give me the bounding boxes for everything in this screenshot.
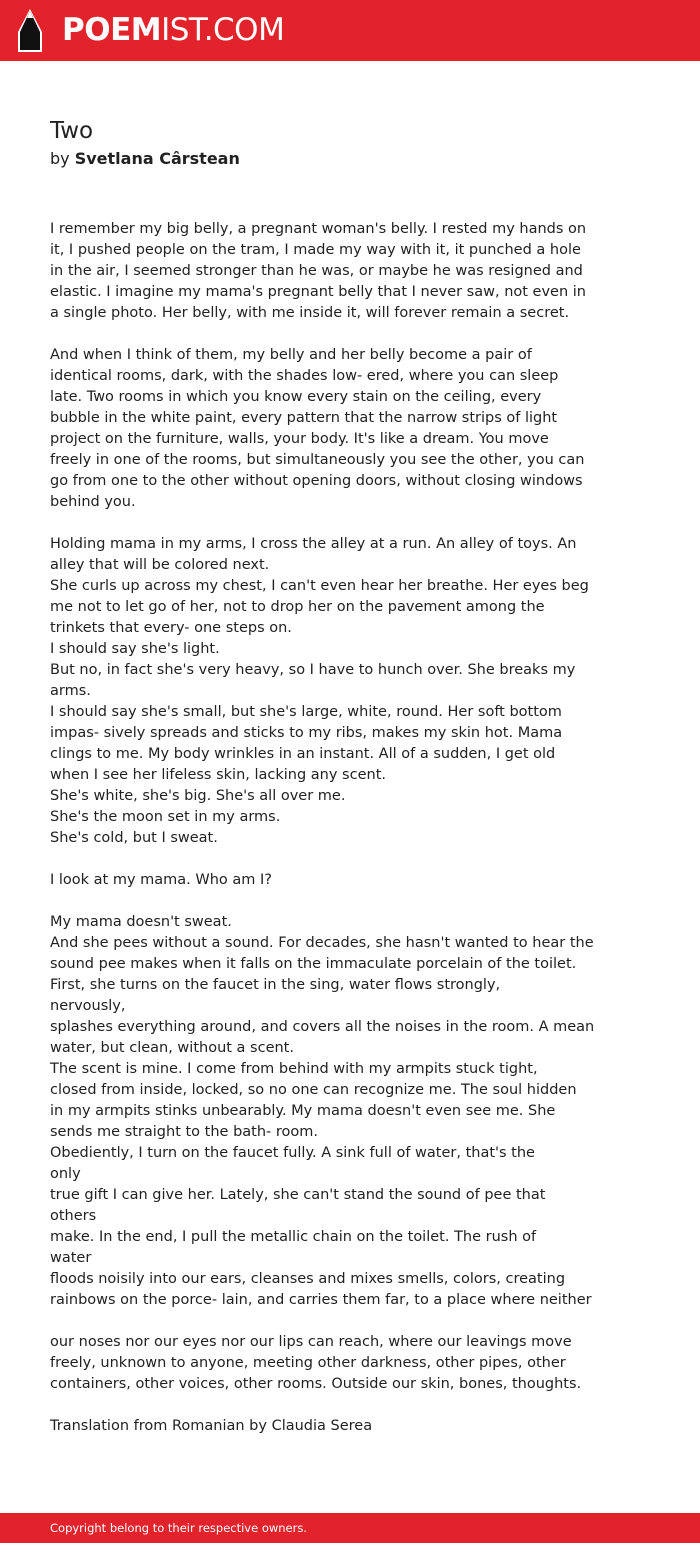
poem-line: First, she turns on the faucet in the sing, water flows strongly, xyxy=(50,977,501,993)
poem-stanza xyxy=(50,534,589,849)
poem-line: But no, in fact she's very heavy, so I have to hunch over. She breaks my xyxy=(50,662,576,678)
poem-line: make. In the end, I pull the metallic chain on the toilet. The rush of xyxy=(50,1229,537,1245)
poem-line: The scent is mine. I come from behind with my armpits stuck tight, xyxy=(50,1061,538,1077)
poem-line: our noses nor our eyes nor our lips can reach, where our leavings move xyxy=(50,1334,572,1350)
poem-line: in the air, I seemed stronger than he was, or maybe he was resigned and xyxy=(50,263,583,279)
poem-line: floods noisily into our ears, cleanses and mixes smells, colors, creating xyxy=(50,1271,566,1287)
poem-line: when I see her lifeless skin, lacking any scent. xyxy=(50,767,386,783)
poem-line: And she pees without a sound. For decades, she hasn't wanted to hear the xyxy=(50,935,594,951)
poem-line: I remember my big belly, a pregnant woman's belly. I rested my hands on xyxy=(50,221,587,237)
poem-line: She curls up across my chest, I can't even hear her breathe. Her eyes beg xyxy=(50,578,589,594)
poem-stanza xyxy=(50,1416,570,1437)
poem-stanza xyxy=(50,870,570,891)
poem-line: Translation from Romanian by Claudia Serea xyxy=(50,1418,373,1434)
byline xyxy=(50,148,240,170)
poem-line: me not to let go of her, not to drop her on the pavement among the xyxy=(50,599,545,615)
poem-stanza xyxy=(50,345,585,513)
poem-line: I should say she's light. xyxy=(50,641,220,657)
poem-stanza xyxy=(50,1332,582,1395)
poem-line: behind you. xyxy=(50,494,136,510)
poem-line: And when I think of them, my belly and her belly become a pair of xyxy=(50,347,532,363)
poem-line: alley that will be colored next. xyxy=(50,557,270,573)
poem-line: I should say she's small, but she's large, white, round. Her soft bottom xyxy=(50,704,562,720)
poem-line: Obediently, I turn on the faucet fully. A sink full of water, that's the xyxy=(50,1145,535,1161)
logo-text-light: IST.COM xyxy=(161,12,285,48)
poem-line: it, I pushed people on the tram, I made my way with it, it punched a hole xyxy=(50,242,581,258)
poem-line: a single photo. Her belly, with me inside it, will forever remain a secret. xyxy=(50,305,570,321)
poem-line: closed from inside, locked, so no one can recognize me. The soul hidden xyxy=(50,1082,577,1098)
poem-line: true gift I can give her. Lately, she can't stand the sound of pee that xyxy=(50,1187,546,1203)
poem-line: in my armpits stinks unbearably. My mama doesn't even see me. She xyxy=(50,1103,556,1119)
poem-body xyxy=(50,219,595,1458)
copyright-text: Copyright belong to their respective owners. xyxy=(50,1521,308,1535)
site-logo[interactable] xyxy=(62,10,284,50)
poem-line: others xyxy=(50,1208,97,1224)
poem-line: project on the furniture, walls, your body. It's like a dream. You move xyxy=(50,431,549,447)
poem-line: identical rooms, dark, with the shades low- ered, where you can sleep xyxy=(50,368,559,384)
poem-line: sends me straight to the bath- room. xyxy=(50,1124,318,1140)
site-header xyxy=(0,0,700,61)
poem-line: My mama doesn't sweat. xyxy=(50,914,232,930)
by-label: by xyxy=(50,149,70,168)
poem-line: She's cold, but I sweat. xyxy=(50,830,218,846)
poem-line: I look at my mama. Who am I? xyxy=(50,872,272,888)
poem-line: trinkets that every- one steps on. xyxy=(50,620,292,636)
poem-line: Holding mama in my arms, I cross the alley at a run. An alley of toys. An xyxy=(50,536,577,552)
poem-line: nervously, xyxy=(50,998,126,1014)
poem-line: splashes everything around, and covers all the noises in the room. A mean xyxy=(50,1019,595,1035)
poem-line: impas- sively spreads and sticks to my ribs, makes my skin hot. Mama xyxy=(50,725,563,741)
pencil-icon[interactable] xyxy=(16,9,44,53)
poem-line: water xyxy=(50,1250,92,1266)
poem-line: water, but clean, without a scent. xyxy=(50,1040,294,1056)
poem-line: bubble in the white paint, every pattern that the narrow strips of light xyxy=(50,410,558,426)
poem-line: clings to me. My body wrinkles in an instant. All of a sudden, I get old xyxy=(50,746,556,762)
poem-line: freely, unknown to anyone, meeting other darkness, other pipes, other xyxy=(50,1355,566,1371)
poem-stanza xyxy=(50,912,595,1311)
logo-text-bold: POEM xyxy=(62,12,162,48)
poem-line: freely in one of the rooms, but simultaneously you see the other, you can xyxy=(50,452,585,468)
site-footer xyxy=(0,1513,700,1543)
poem-line: only xyxy=(50,1166,81,1182)
poem-line: elastic. I imagine my mama's pregnant belly that I never saw, not even in xyxy=(50,284,586,300)
poem-line: She's white, she's big. She's all over me. xyxy=(50,788,346,804)
poem-line: rainbows on the porce- lain, and carries them far, to a place where neither xyxy=(50,1292,592,1308)
poem-stanza xyxy=(50,219,587,324)
poem-title: Two xyxy=(50,118,94,144)
author-name[interactable]: Svetlana Cârstean xyxy=(74,149,240,168)
poem-line: late. Two rooms in which you know every stain on the ceiling, every xyxy=(50,389,542,405)
poem-line: containers, other voices, other rooms. Outside our skin, bones, thoughts. xyxy=(50,1376,582,1392)
poem-line: sound pee makes when it falls on the immaculate porcelain of the toilet. xyxy=(50,956,577,972)
poem-line: She's the moon set in my arms. xyxy=(50,809,281,825)
poem-line: go from one to the other without opening doors, without closing windows xyxy=(50,473,583,489)
poem-line: arms. xyxy=(50,683,91,699)
